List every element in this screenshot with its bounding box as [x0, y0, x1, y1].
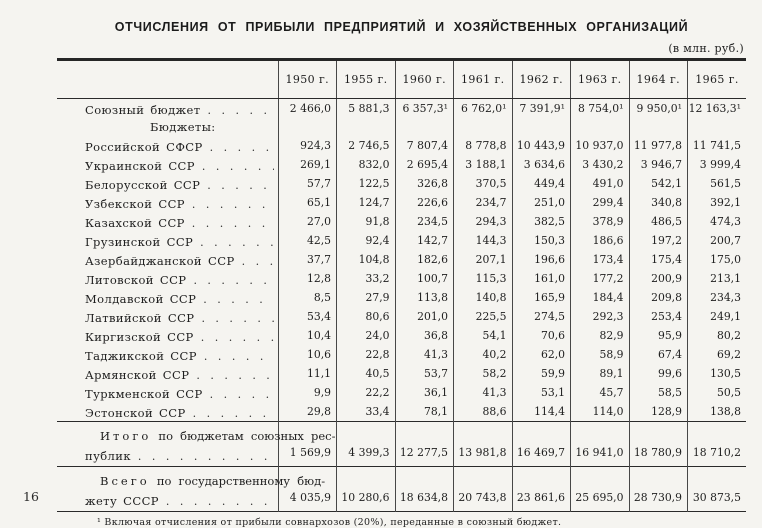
value-cell: 113,8 — [395, 288, 454, 307]
value-cell: 37,7 — [278, 250, 337, 269]
value-cell: 207,1 — [454, 250, 513, 269]
value-cell: 449,4 — [512, 174, 571, 193]
row-label-cell — [57, 326, 278, 345]
value-cell: 18 634,8 — [395, 466, 454, 511]
value-cell: 45,7 — [571, 383, 630, 402]
total-row — [57, 421, 746, 466]
value-cell: 16 469,7 — [512, 421, 571, 466]
value-cell: 59,9 — [512, 364, 571, 383]
row-label-wrap — [57, 120, 278, 134]
dot-leader — [166, 490, 274, 509]
dot-leader — [192, 193, 274, 212]
page-number: 16 — [23, 489, 39, 504]
value-cell: 18 780,9 — [629, 421, 688, 466]
value-cell: 269,1 — [278, 155, 337, 174]
dot-leader — [210, 136, 274, 155]
value-cell: 140,8 — [454, 288, 513, 307]
table-row — [57, 345, 746, 364]
value-cell: 184,4 — [571, 288, 630, 307]
value-cell: 128,9 — [629, 402, 688, 422]
value-cell: 58,9 — [571, 345, 630, 364]
value-cell: 22,2 — [337, 383, 396, 402]
value-cell: 10,4 — [278, 326, 337, 345]
row-label: Армянской ССР — [85, 367, 190, 382]
value-cell: 3 999,4 — [688, 155, 747, 174]
total-label-line1 — [57, 473, 326, 488]
table-row — [57, 383, 746, 402]
total-label-line2 — [57, 445, 278, 464]
year-header: 1962 г. — [512, 60, 571, 99]
row-label: Киргизской ССР — [85, 329, 194, 344]
total-label-line2-text: жету СССР — [85, 493, 159, 508]
value-cell — [395, 118, 454, 136]
row-label: Бюджеты: — [150, 119, 216, 134]
value-cell — [688, 118, 747, 136]
dot-leader — [138, 445, 274, 464]
value-cell: 88,6 — [454, 402, 513, 422]
value-cell: 36,1 — [395, 383, 454, 402]
table-row — [57, 212, 746, 231]
value-cell: 41,3 — [395, 345, 454, 364]
value-cell: 7 391,9¹ — [512, 99, 571, 119]
value-cell: 12 277,5 — [395, 421, 454, 466]
value-cell: 392,1 — [688, 193, 747, 212]
value-cell: 10,6 — [278, 345, 337, 364]
value-cell: 6 762,0¹ — [454, 99, 513, 119]
row-label: Молдавской ССР — [85, 291, 197, 306]
row-label-wrap — [57, 307, 278, 326]
value-cell: 100,7 — [395, 269, 454, 288]
value-cell: 114,4 — [512, 402, 571, 422]
row-label-cell — [57, 136, 278, 155]
value-cell: 22,8 — [337, 345, 396, 364]
row-label-wrap — [57, 231, 278, 250]
value-cell: 4 035,9 — [278, 466, 337, 511]
value-cell: 142,7 — [395, 231, 454, 250]
value-cell: 542,1 — [629, 174, 688, 193]
value-cell: 251,0 — [512, 193, 571, 212]
value-cell: 182,6 — [395, 250, 454, 269]
row-label-wrap — [57, 345, 278, 364]
row-label: Латвийской ССР — [85, 310, 195, 325]
table-row — [57, 155, 746, 174]
value-cell: 10 443,9 — [512, 136, 571, 155]
value-cell: 177,2 — [571, 269, 630, 288]
table-row — [57, 174, 746, 193]
value-cell: 382,5 — [512, 212, 571, 231]
value-cell: 2 695,4 — [395, 155, 454, 174]
row-label-cell — [57, 155, 278, 174]
value-cell: 50,5 — [688, 383, 747, 402]
table-row — [57, 136, 746, 155]
value-cell: 200,7 — [688, 231, 747, 250]
value-cell: 40,2 — [454, 345, 513, 364]
row-label-wrap — [57, 174, 278, 193]
row-label: Эстонской ССР — [85, 405, 186, 420]
dot-leader — [192, 212, 274, 231]
value-cell: 7 807,4 — [395, 136, 454, 155]
value-cell: 70,6 — [512, 326, 571, 345]
table-row — [57, 99, 746, 119]
value-cell: 130,5 — [688, 364, 747, 383]
row-label-cell — [57, 364, 278, 383]
value-cell: 115,3 — [454, 269, 513, 288]
value-cell: 42,5 — [278, 231, 337, 250]
value-cell: 150,3 — [512, 231, 571, 250]
year-header: 1961 г. — [454, 60, 513, 99]
value-cell: 62,0 — [512, 345, 571, 364]
value-cell — [278, 118, 337, 136]
row-label: Узбекской ССР — [85, 196, 185, 211]
value-cell — [629, 118, 688, 136]
table-row — [57, 250, 746, 269]
total-label-rest: по бюджетам союзных рес- — [158, 428, 336, 443]
value-cell: 25 695,0 — [571, 466, 630, 511]
value-cell: 832,0 — [337, 155, 396, 174]
value-cell: 24,0 — [337, 326, 396, 345]
value-cell: 10 280,6 — [337, 466, 396, 511]
value-cell: 16 941,0 — [571, 421, 630, 466]
value-cell: 18 710,2 — [688, 421, 747, 466]
year-header: 1950 г. — [278, 60, 337, 99]
year-header: 1960 г. — [395, 60, 454, 99]
page-title: ОТЧИСЛЕНИЯ ОТ ПРИБЫЛИ ПРЕДПРИЯТИЙ И ХОЗЯЙСТВЕННЫХ ОРГАНИЗАЦИЙ — [114, 20, 689, 34]
value-cell: 144,3 — [454, 231, 513, 250]
value-cell: 67,4 — [629, 345, 688, 364]
year-header: 1965 г. — [688, 60, 747, 99]
value-cell: 30 873,5 — [688, 466, 747, 511]
dot-leader — [204, 345, 274, 364]
unit-note: (в млн. руб.) — [668, 42, 744, 55]
value-cell: 41,3 — [454, 383, 513, 402]
value-cell: 234,3 — [688, 288, 747, 307]
value-cell: 13 981,8 — [454, 421, 513, 466]
row-label-wrap — [57, 193, 278, 212]
value-cell: 474,3 — [688, 212, 747, 231]
value-cell — [454, 118, 513, 136]
row-label: Украинской ССР — [85, 158, 195, 173]
value-cell: 201,0 — [395, 307, 454, 326]
stub-header-cell — [57, 60, 278, 99]
dot-leader — [201, 307, 273, 326]
dot-leader — [193, 269, 273, 288]
value-cell: 53,1 — [512, 383, 571, 402]
value-cell: 3 946,7 — [629, 155, 688, 174]
value-cell: 122,5 — [337, 174, 396, 193]
row-label-wrap — [57, 155, 278, 174]
value-cell: 80,2 — [688, 326, 747, 345]
value-cell: 173,4 — [571, 250, 630, 269]
value-cell: 165,9 — [512, 288, 571, 307]
dot-leader — [200, 231, 273, 250]
value-cell: 186,6 — [571, 231, 630, 250]
dot-leader — [242, 250, 274, 269]
value-cell: 36,8 — [395, 326, 454, 345]
row-label-cell — [57, 174, 278, 193]
total-keyword: Всего — [100, 473, 150, 488]
value-cell: 11 741,5 — [688, 136, 747, 155]
total-label-line1 — [57, 428, 336, 443]
value-cell: 486,5 — [629, 212, 688, 231]
table-row — [57, 364, 746, 383]
value-cell: 249,1 — [688, 307, 747, 326]
value-cell: 378,9 — [571, 212, 630, 231]
row-label: Белорусской ССР — [85, 177, 201, 192]
total-row — [57, 466, 746, 511]
dot-leader — [207, 174, 273, 193]
row-label-cell — [57, 250, 278, 269]
value-cell: 138,8 — [688, 402, 747, 422]
value-cell: 27,0 — [278, 212, 337, 231]
row-label-cell — [57, 231, 278, 250]
value-cell: 3 430,2 — [571, 155, 630, 174]
row-label-cell — [57, 118, 278, 136]
value-cell: 6 357,3¹ — [395, 99, 454, 119]
table-row — [57, 193, 746, 212]
row-label: Российской СФСР — [85, 139, 203, 154]
row-label-wrap — [57, 269, 278, 288]
value-cell: 12,8 — [278, 269, 337, 288]
table-row — [57, 402, 746, 422]
row-label: Туркменской ССР — [85, 386, 203, 401]
value-cell: 92,4 — [337, 231, 396, 250]
table-row — [57, 118, 746, 136]
table-row — [57, 326, 746, 345]
value-cell: 326,8 — [395, 174, 454, 193]
row-label-cell — [57, 402, 278, 422]
value-cell: 292,3 — [571, 307, 630, 326]
value-cell: 8 754,0¹ — [571, 99, 630, 119]
value-cell: 80,6 — [337, 307, 396, 326]
value-cell: 124,7 — [337, 193, 396, 212]
value-cell: 5 881,3 — [337, 99, 396, 119]
value-cell: 53,7 — [395, 364, 454, 383]
value-cell: 294,3 — [454, 212, 513, 231]
value-cell: 10 937,0 — [571, 136, 630, 155]
year-header: 1964 г. — [629, 60, 688, 99]
value-cell: 57,7 — [278, 174, 337, 193]
value-cell: 197,2 — [629, 231, 688, 250]
row-label-cell — [57, 212, 278, 231]
value-cell: 20 743,8 — [454, 466, 513, 511]
document-sheet — [57, 14, 746, 528]
value-cell: 8 778,8 — [454, 136, 513, 155]
value-cell — [571, 118, 630, 136]
value-cell: 82,9 — [571, 326, 630, 345]
value-cell: 95,9 — [629, 326, 688, 345]
row-label-cell — [57, 345, 278, 364]
table-header-row — [57, 60, 746, 99]
value-cell: 12 163,3¹ — [688, 99, 747, 119]
value-cell: 370,5 — [454, 174, 513, 193]
value-cell: 58,2 — [454, 364, 513, 383]
total-label-line2 — [57, 490, 278, 509]
footnote: ¹ Включая отчисления от прибыли совнархозов (20%), переданные в союзный бюджет. — [97, 516, 562, 528]
value-cell — [512, 118, 571, 136]
value-cell: 9,9 — [278, 383, 337, 402]
row-label-wrap — [57, 383, 278, 402]
value-cell — [337, 118, 396, 136]
year-header: 1955 г. — [337, 60, 396, 99]
value-cell: 11,1 — [278, 364, 337, 383]
value-cell: 4 399,3 — [337, 421, 396, 466]
row-label-cell — [57, 99, 278, 119]
value-cell: 9 950,0¹ — [629, 99, 688, 119]
row-label: Таджикской ССР — [85, 348, 197, 363]
value-cell: 1 569,9 — [278, 421, 337, 466]
row-label-wrap — [57, 99, 278, 118]
row-label-cell — [57, 193, 278, 212]
value-cell: 27,9 — [337, 288, 396, 307]
profits-table — [57, 58, 746, 512]
value-cell: 299,4 — [571, 193, 630, 212]
row-label-wrap — [57, 364, 278, 383]
table-row — [57, 231, 746, 250]
total-label-line2-text: публик — [85, 448, 131, 463]
table-body — [57, 99, 746, 512]
value-cell: 226,6 — [395, 193, 454, 212]
dot-leader — [210, 383, 274, 402]
value-cell: 924,3 — [278, 136, 337, 155]
value-cell: 29,8 — [278, 402, 337, 422]
row-label-cell — [57, 269, 278, 288]
value-cell: 196,6 — [512, 250, 571, 269]
value-cell: 175,0 — [688, 250, 747, 269]
value-cell: 40,5 — [337, 364, 396, 383]
value-cell: 175,4 — [629, 250, 688, 269]
row-label-wrap — [57, 288, 278, 307]
row-label: Союзный бюджет — [85, 103, 201, 117]
table-row — [57, 269, 746, 288]
value-cell: 33,2 — [337, 269, 396, 288]
value-cell: 114,0 — [571, 402, 630, 422]
row-label-wrap — [57, 212, 278, 231]
row-label: Грузинской ССР — [85, 234, 194, 249]
table-row — [57, 288, 746, 307]
value-cell: 89,1 — [571, 364, 630, 383]
value-cell: 209,8 — [629, 288, 688, 307]
year-header: 1963 г. — [571, 60, 630, 99]
value-cell: 491,0 — [571, 174, 630, 193]
dot-leader — [201, 326, 274, 345]
value-cell: 234,7 — [454, 193, 513, 212]
row-label-wrap — [57, 402, 278, 421]
value-cell: 69,2 — [688, 345, 747, 364]
value-cell: 99,6 — [629, 364, 688, 383]
value-cell: 11 977,8 — [629, 136, 688, 155]
value-cell: 23 861,6 — [512, 466, 571, 511]
value-cell: 213,1 — [688, 269, 747, 288]
value-cell: 54,1 — [454, 326, 513, 345]
value-cell: 253,4 — [629, 307, 688, 326]
row-label-cell — [57, 307, 278, 326]
value-cell: 3 634,6 — [512, 155, 571, 174]
value-cell: 78,1 — [395, 402, 454, 422]
value-cell: 340,8 — [629, 193, 688, 212]
value-cell: 33,4 — [337, 402, 396, 422]
value-cell: 200,9 — [629, 269, 688, 288]
total-label-rest: по государственному бюд- — [156, 473, 326, 488]
dot-leader — [196, 364, 273, 383]
value-cell: 2 466,0 — [278, 99, 337, 119]
row-label: Азербайджанской ССР — [85, 253, 235, 268]
row-label-wrap — [57, 326, 278, 345]
value-cell: 3 188,1 — [454, 155, 513, 174]
row-label-cell — [57, 383, 278, 402]
value-cell: 234,5 — [395, 212, 454, 231]
total-keyword: Итого — [100, 428, 152, 443]
row-label-wrap — [57, 250, 278, 269]
value-cell: 53,4 — [278, 307, 337, 326]
dot-leader — [208, 99, 274, 118]
value-cell: 65,1 — [278, 193, 337, 212]
table-row — [57, 307, 746, 326]
row-label: Литовской ССР — [85, 272, 187, 287]
value-cell: 104,8 — [337, 250, 396, 269]
dot-leader — [193, 402, 274, 421]
value-cell: 8,5 — [278, 288, 337, 307]
row-label-wrap — [57, 136, 278, 155]
value-cell: 28 730,9 — [629, 466, 688, 511]
row-label-cell — [57, 288, 278, 307]
value-cell: 161,0 — [512, 269, 571, 288]
value-cell: 58,5 — [629, 383, 688, 402]
value-cell: 91,8 — [337, 212, 396, 231]
value-cell: 274,5 — [512, 307, 571, 326]
dot-leader — [203, 288, 273, 307]
value-cell: 561,5 — [688, 174, 747, 193]
dot-leader — [202, 155, 274, 174]
row-label: Казахской ССР — [85, 215, 185, 230]
value-cell: 225,5 — [454, 307, 513, 326]
value-cell: 2 746,5 — [337, 136, 396, 155]
